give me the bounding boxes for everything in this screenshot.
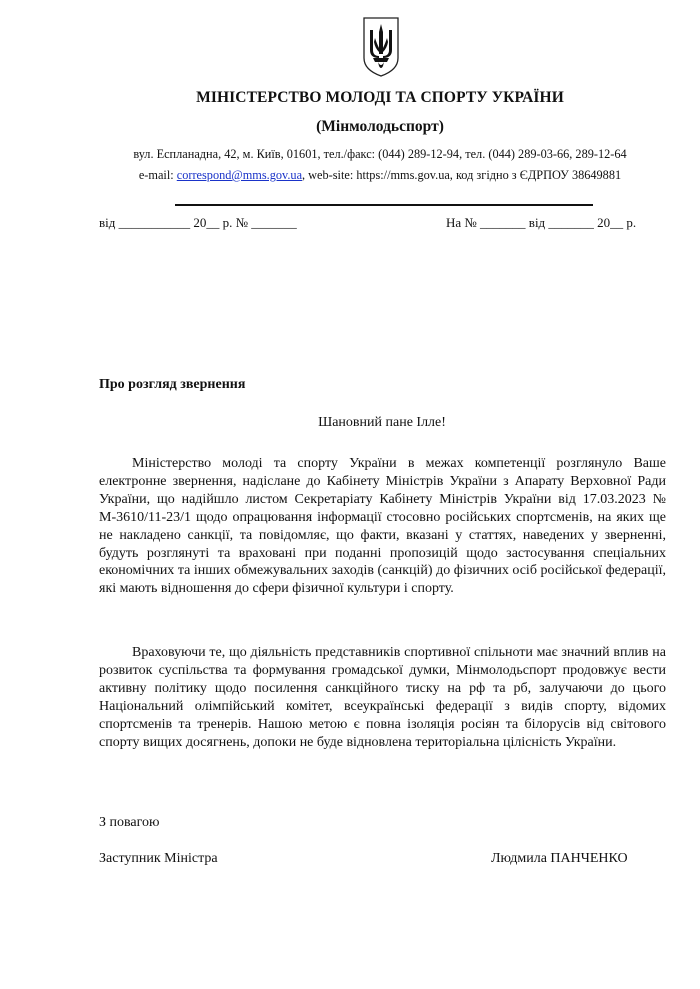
- ministry-address: вул. Еспланадна, 42, м. Київ, 01601, тел./факс: (044) 289-12-94, тел. (044) 289-03-66, 289-12-64: [133, 147, 627, 161]
- paragraph-text: Враховуючи те, що діяльність представників спортивної спільноти має значний вплив на розвиток суспільства та формування громадської думки, Мінмолодьспорт продовжує вести активну політику щодо посилення санкційного тиску на рф та рб, залучаючи до цього Національний олімпійський комітет, всеукраїнські федерації з видів спорту, відомих спортсменів та тренерів. Нашою метою є повна ізоляція росіян та білорусів від світового спорту вищих досягнень, допоки не буде відновлена територіальна цілісність України.: [99, 645, 666, 750]
- ministry-name: МІНІСТЕРСТВО МОЛОДІ ТА СПОРТУ УКРАЇНИ: [196, 89, 564, 106]
- letter-greeting: Шановний пане Ілле!: [318, 415, 446, 430]
- letter-subject: Про розгляд звернення: [99, 377, 246, 392]
- incoming-reference: На № _______ від _______ 20__ р.: [446, 215, 637, 230]
- letter-body-paragraph: [99, 455, 666, 598]
- letter-closing: З повагою: [99, 815, 160, 830]
- signer-name: Людмила ПАНЧЕНКО: [491, 851, 628, 866]
- outgoing-reference: від ___________ 20__ р. № _______: [99, 215, 297, 230]
- website-and-code: , web-site: https://mms.gov.ua, код згідно з ЄДРПОУ 38649881: [302, 168, 622, 182]
- letter-body-paragraph: [99, 644, 666, 751]
- email-label: e-mail:: [138, 168, 177, 182]
- ukraine-trident-emblem-icon: [361, 14, 401, 78]
- paragraph-text: Міністерство молоді та спорту України в межах компетенції розглянуло Ваше електронне звернення, надіслане до Кабінету Міністрів України з Апарату Верховної Ради України, що надійшло листом Секретаріату Кабінету Міністрів України від 17.03.2023 № М-3610/11-23/1 щодо опрацювання інформації стосовно російських спортсменів, на яких ще не накладено санкції, та повідомляє, що факти, вказані у статтях, наведених у зверненні, будуть розглянуті та враховані при поданні пропозицій щодо застосування спеціальних економічних та інших обмежувальних заходів (санкцій) до фізичних осіб російської федерації, які мають відношення до сфери фізичної культури і спорту.: [99, 456, 666, 597]
- email-link[interactable]: correspond@mms.gov.ua: [176, 168, 303, 182]
- ministry-contacts: [0, 168, 700, 183]
- signer-position: Заступник Міністра: [99, 851, 218, 866]
- letterhead-separator: [175, 204, 593, 206]
- ministry-short-name: (Мінмолодьспорт): [316, 118, 444, 135]
